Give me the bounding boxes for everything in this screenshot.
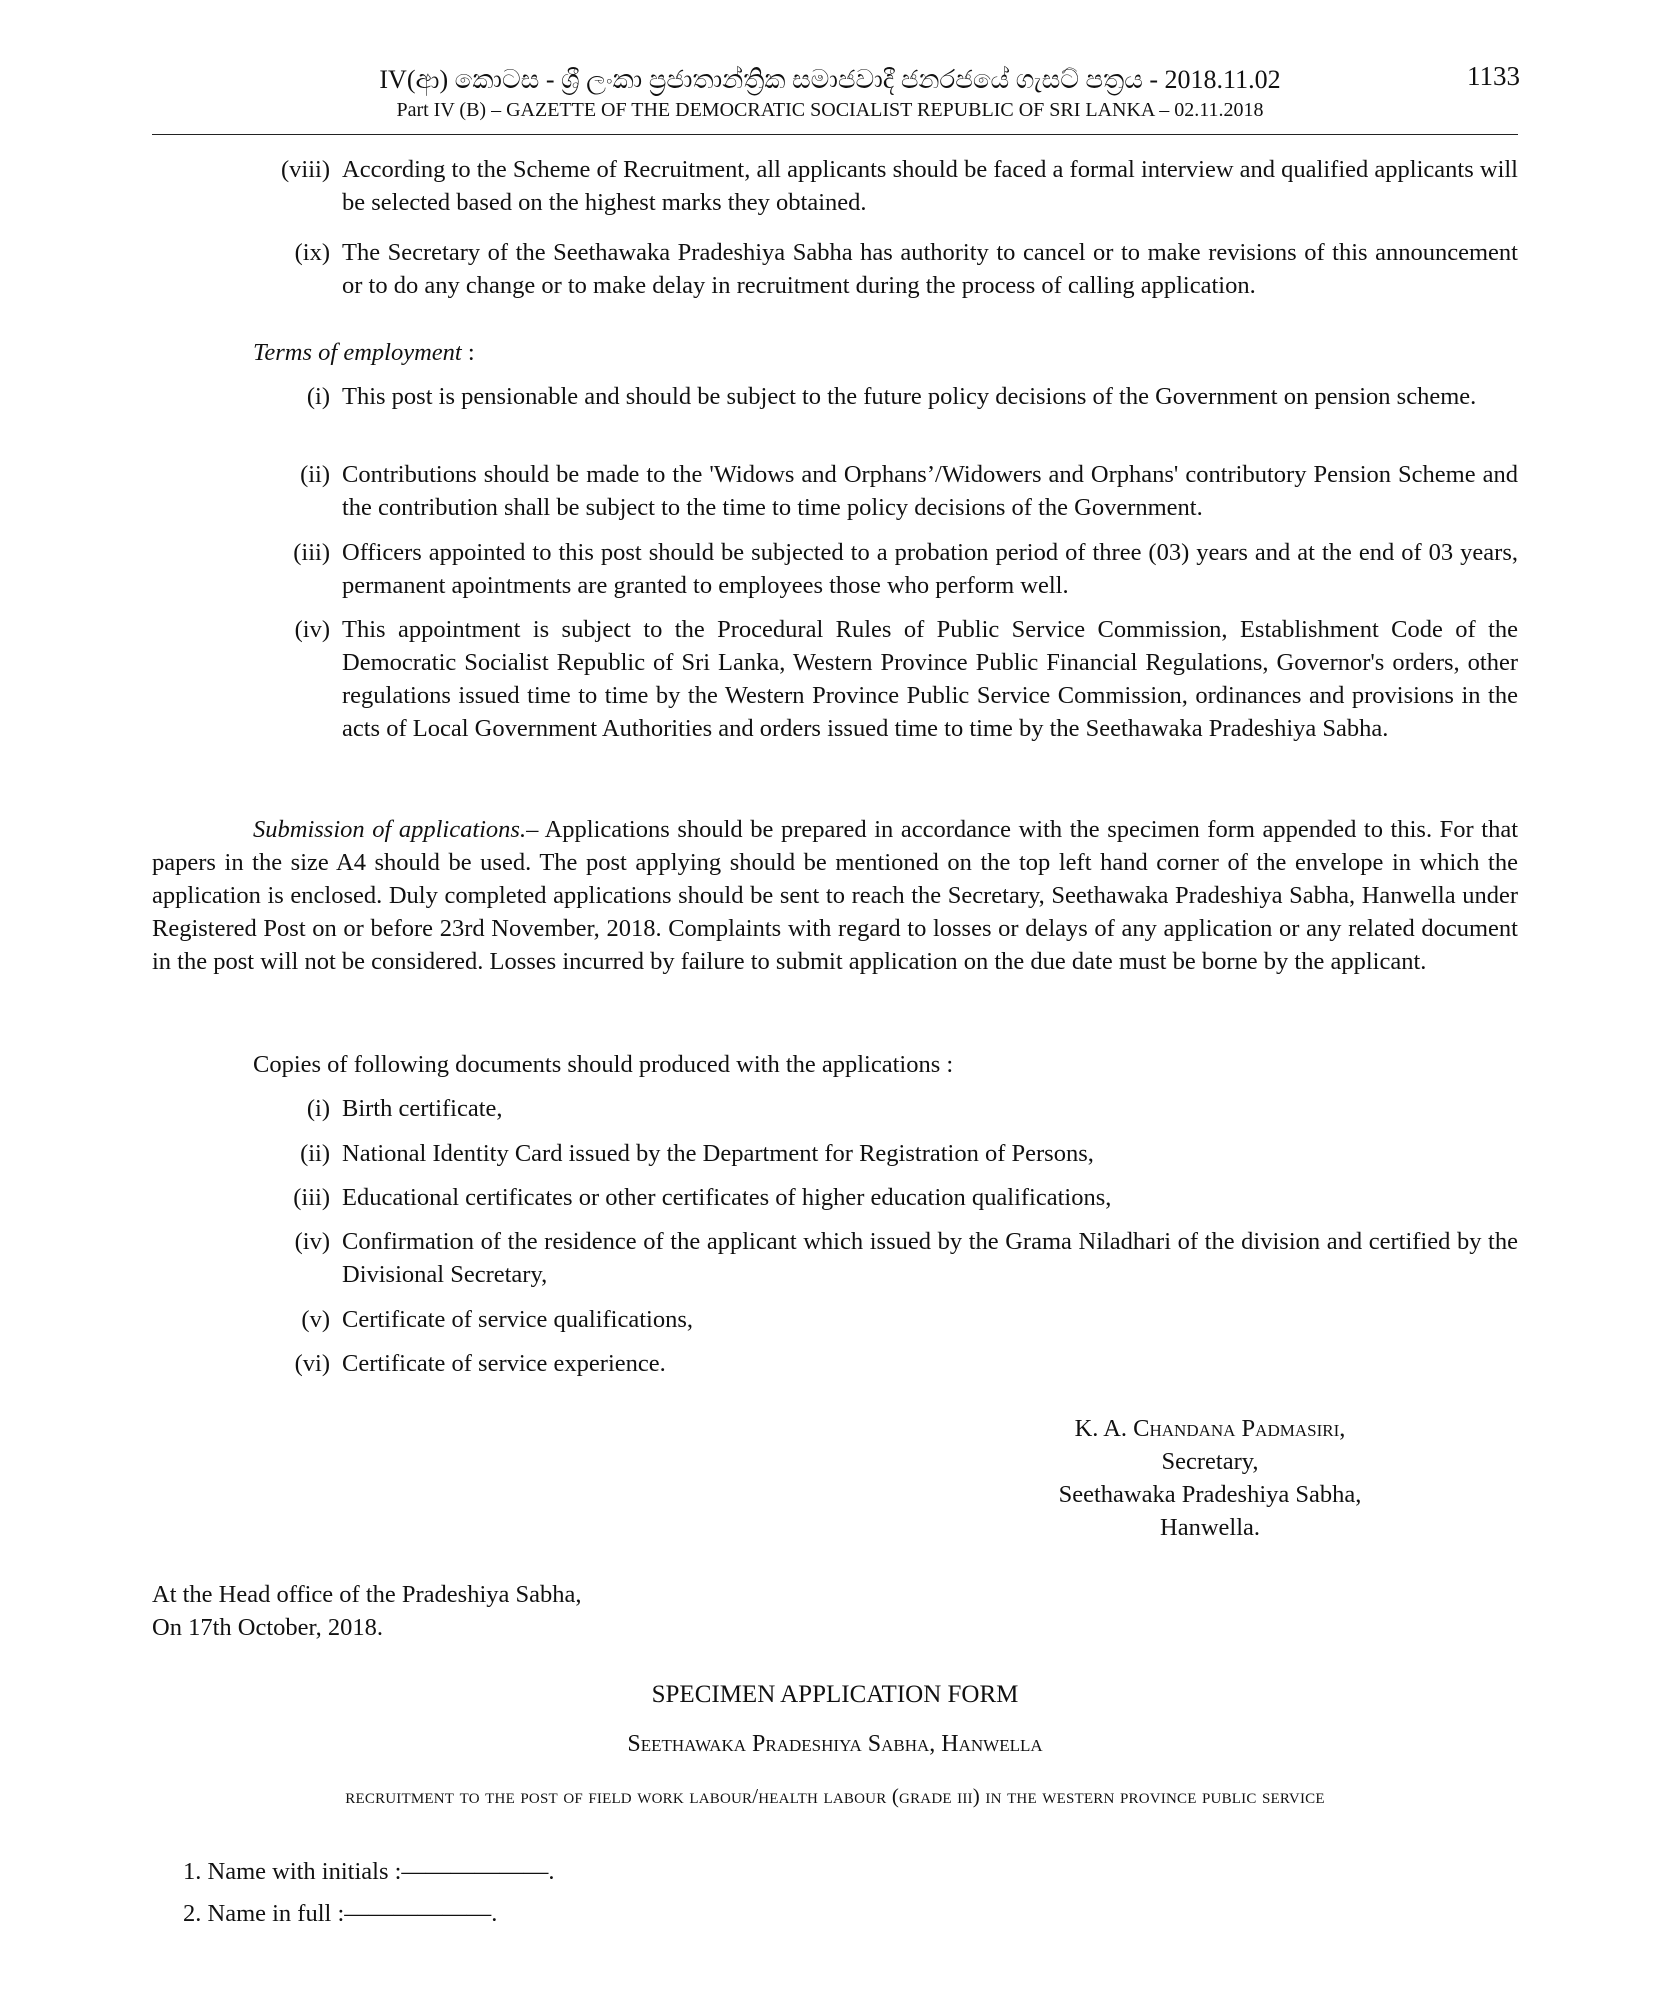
form-title: SPECIMEN APPLICATION FORM (651, 1681, 1019, 1708)
document-item-iv (262, 1225, 1518, 1291)
item-number: (iv) (294, 1228, 330, 1255)
document-item-iii (262, 1181, 1518, 1214)
terms-heading (253, 336, 475, 369)
item-number: (ii) (300, 461, 330, 488)
issued-location: At the Head office of the Pradeshiya Sabha, (152, 1581, 582, 1608)
item-text: This appointment is subject to the Procedural Rules of Public Service Commission, Establishment Code of the Democratic Socialist Republic of Sri Lanka, Western Province Public Financial Regulations, Governor's orders, other regulations issued time to time by the Western Province Public Service Commission, ordinances and provisions in the acts of Local Government Authorities and orders issued time to time by the Seethawaka Pradeshiya Sabha. (342, 616, 1518, 742)
signature-title: Secretary, (1161, 1448, 1259, 1475)
header-divider (152, 134, 1518, 135)
item-text: Certificate of service experience. (342, 1350, 666, 1377)
item-text: Birth certificate, (342, 1095, 503, 1122)
item-text: Confirmation of the residence of the applicant which issued by the Grama Niladhari of the division and certified by the Divisional Secretary, (342, 1228, 1518, 1288)
item-number: (v) (301, 1306, 330, 1333)
document-item-vi (262, 1347, 1518, 1380)
item-text: Contributions should be made to the 'Widows and Orphans’/Widowers and Orphans' contributory Pension Scheme and the contribution shall be subject to the time to time policy decisions of the Government. (342, 461, 1518, 521)
item-text: Officers appointed to this post should be subjected to a probation period of three (03) years and at the end of 03 years, permanent apointments are granted to employees those who perform well. (342, 539, 1518, 599)
document-item-v (262, 1303, 1518, 1336)
page-number: 1133 (1467, 61, 1520, 91)
header-sinhala-title: IV(ආ) කොටස - ශ්‍රී ලංකා ප්‍රජාතාන්ත්‍රික සමාජවාදී ජනරජයේ ගැසට් පත්‍රය - 2018.11.02 (379, 65, 1281, 94)
item-number: (i) (306, 383, 330, 410)
recruitment-item-viii (262, 153, 1518, 219)
signature-name (1000, 1412, 1420, 1445)
form-field-name-full: 2. Name in full :——————. (183, 1900, 498, 1927)
item-text: This post is pensionable and should be subject to the future policy decisions of the Government on pension scheme. (342, 383, 1477, 410)
terms-item-ii (262, 458, 1518, 524)
item-number: (iv) (294, 616, 330, 643)
item-number: (i) (306, 1095, 330, 1122)
item-text: According to the Scheme of Recruitment, all applicants should be faced a formal interview and qualified applicants will be selected based on the highest marks they obtained. (342, 156, 1518, 216)
form-recruitment-line: recruitment to the post of field work labour/health labour (grade iii) in the western province public service (345, 1784, 1325, 1808)
signature-place: Hanwella. (1160, 1514, 1260, 1541)
document-item-ii (262, 1137, 1518, 1170)
terms-item-iii (262, 536, 1518, 602)
documents-intro: Copies of following documents should produced with the applications : (253, 1051, 954, 1078)
document-item-i (262, 1092, 1518, 1125)
signature-organization: Seethawaka Pradeshiya Sabha, (1058, 1481, 1362, 1508)
submission-paragraph (152, 813, 1518, 978)
form-field-name-initials: 1. Name with initials :——————. (183, 1858, 555, 1885)
item-text: The Secretary of the Seethawaka Pradeshiya Sabha has authority to cancel or to make revisions of this announcement or to do any change or to make delay in recruitment during the process of calling application. (342, 239, 1518, 299)
item-text: Educational certificates or other certificates of higher education qualifications, (342, 1184, 1112, 1211)
submission-text: Applications should be prepared in accordance with the specimen form appended to this. For that papers in the size A4 should be used. The post applying should be mentioned on the top left hand corner of the envelope in which the application is enclosed. Duly completed applications should be sent to reach the Secretary, Seethawaka Pradeshiya Sabha, Hanwella under Registered Post on or before 23rd November, 2018. Complaints with regard to losses or delays of any application or any related document in the post will not be considered. Losses incurred by failure to submit application on the due date must be borne by the applicant. (152, 816, 1518, 975)
item-number: (vi) (294, 1350, 330, 1377)
item-number: (viii) (281, 156, 330, 183)
item-number: (ix) (294, 239, 330, 266)
form-subtitle: Seethawaka Pradeshiya Sabha, Hanwella (627, 1731, 1043, 1757)
item-number: (iii) (293, 539, 330, 566)
item-text: National Identity Card issued by the Department for Registration of Persons, (342, 1140, 1094, 1167)
item-number: (ii) (300, 1140, 330, 1167)
terms-item-iv (262, 613, 1518, 745)
item-text: Certificate of service qualifications, (342, 1306, 694, 1333)
terms-heading-colon: : (461, 339, 475, 366)
signature-name-text: K. A. Chandana Padmasiri, (1074, 1415, 1346, 1442)
recruitment-item-ix (262, 236, 1518, 302)
terms-heading-text: Terms of employment (253, 339, 462, 366)
header-english-title: Part IV (B) – GAZETTE OF THE DEMOCRATIC SOCIALIST REPUBLIC OF SRI LANKA – 02.11.2018 (396, 99, 1264, 121)
issued-date: On 17th October, 2018. (152, 1614, 384, 1641)
submission-heading: Submission of applications.– (253, 816, 539, 843)
item-number: (iii) (293, 1184, 330, 1211)
terms-item-i (262, 380, 1518, 413)
